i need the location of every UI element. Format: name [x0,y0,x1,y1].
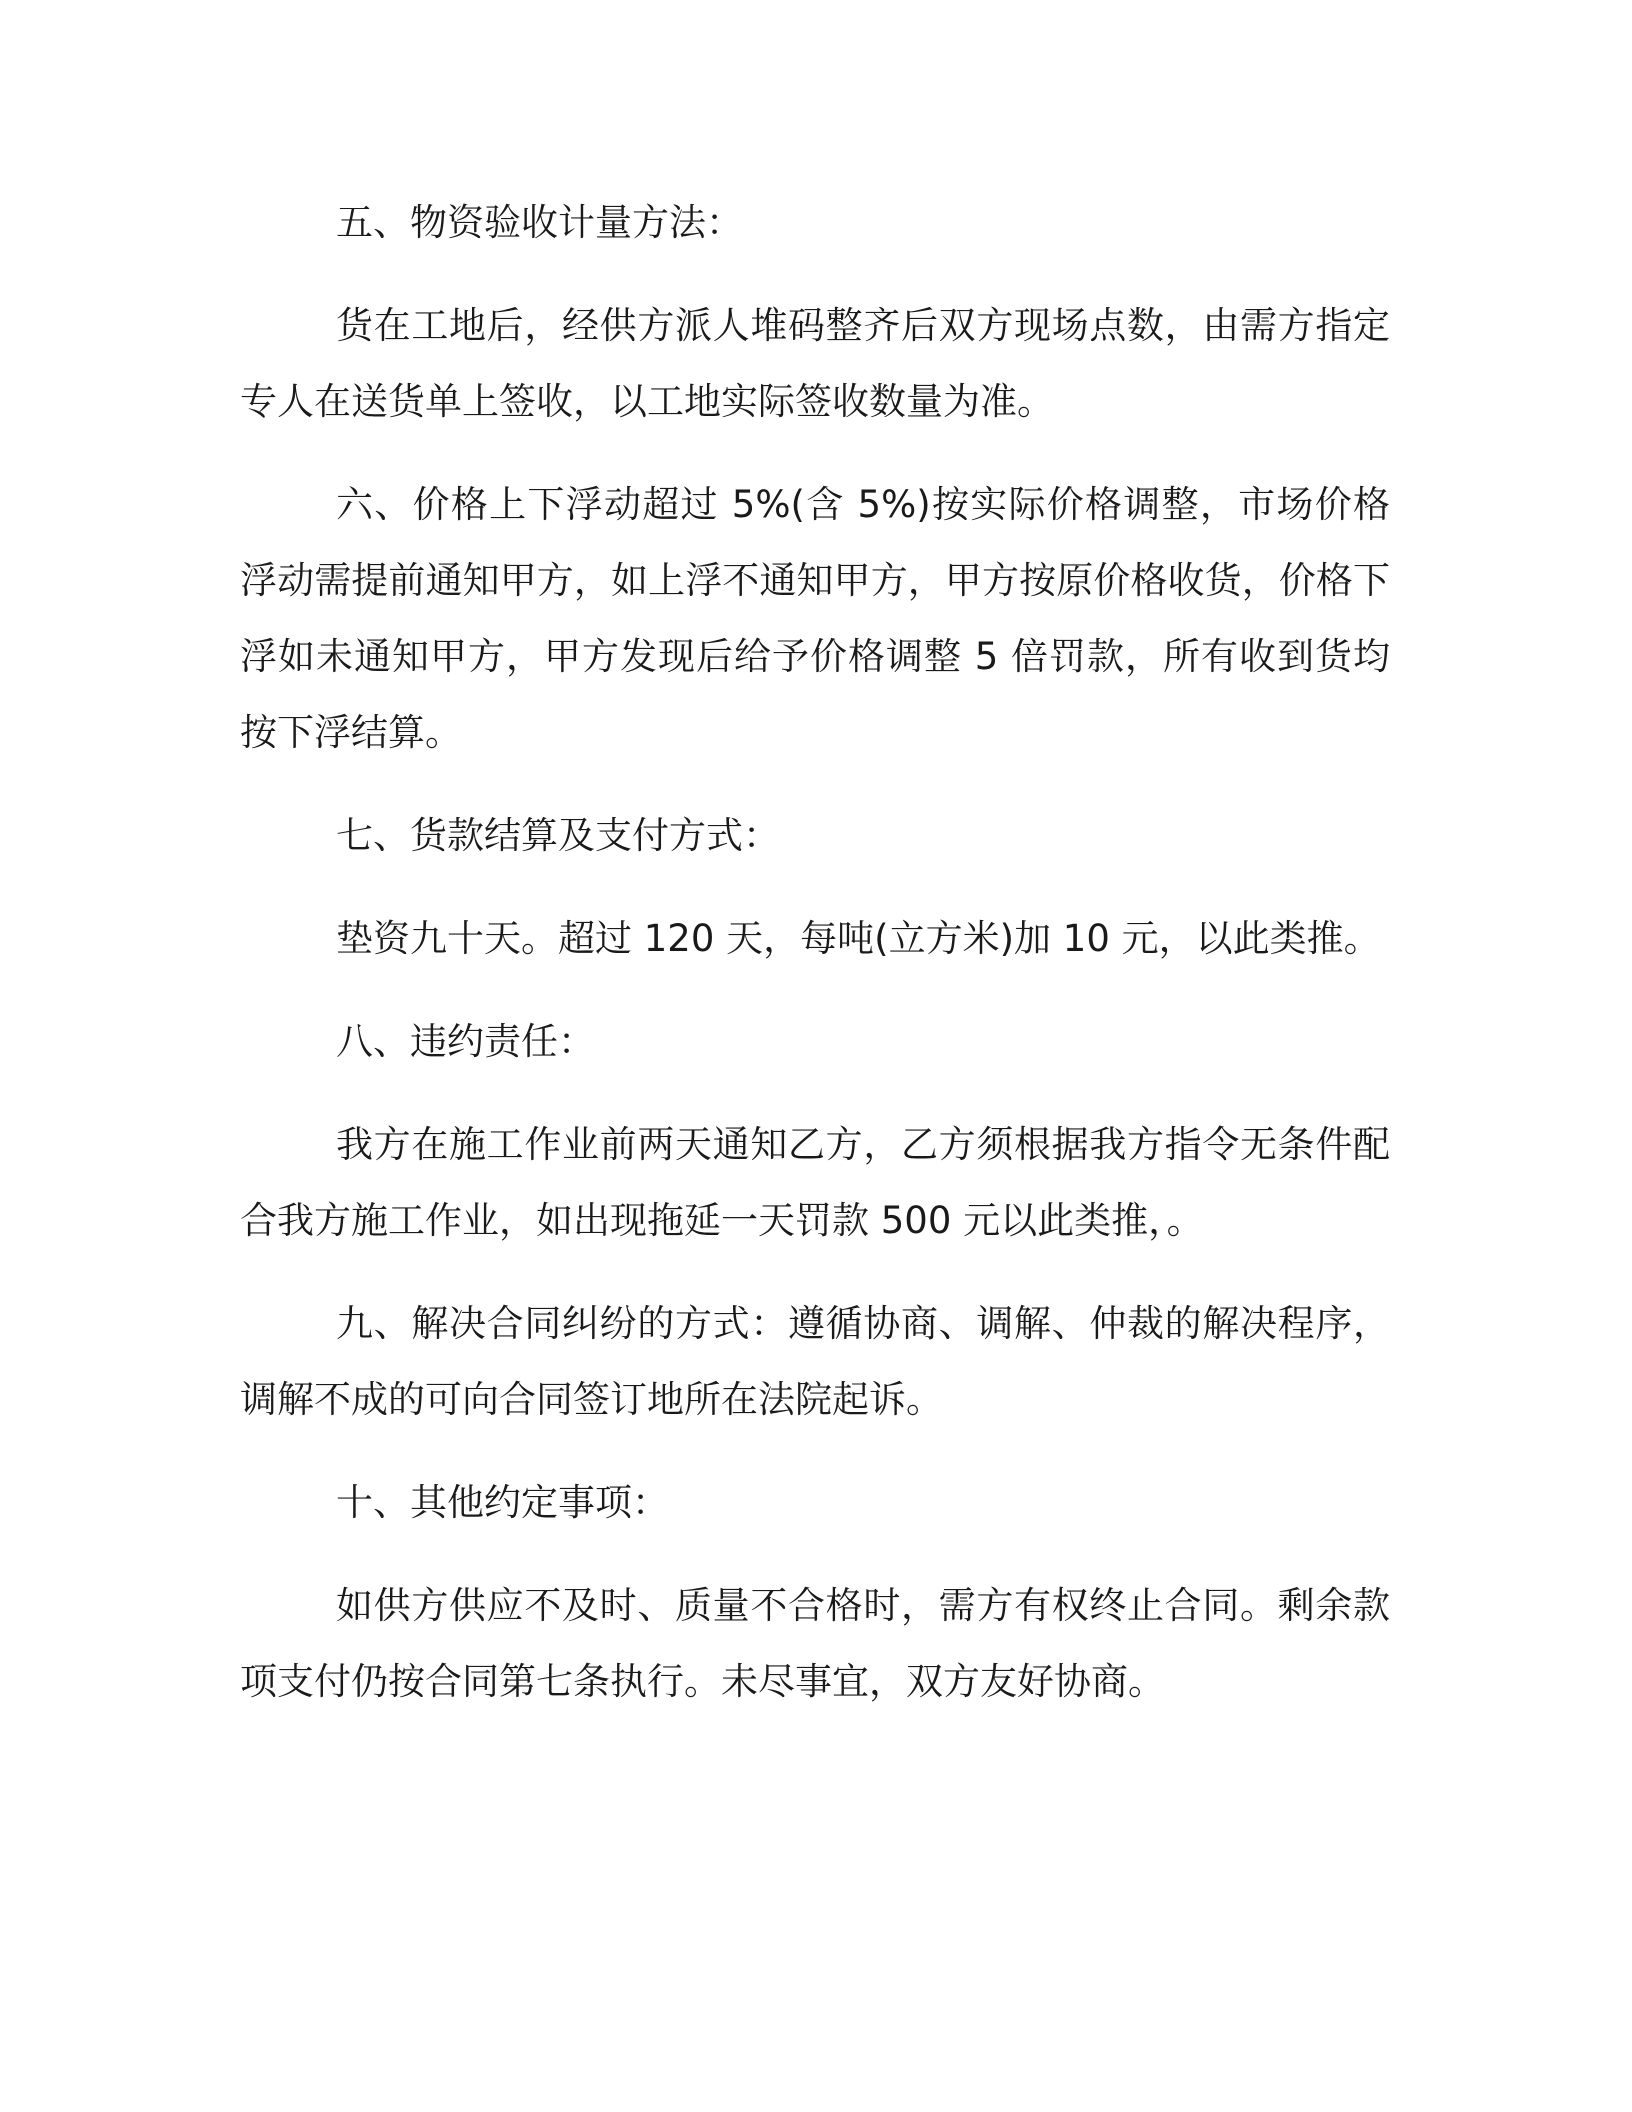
section-5-paragraph: 货在工地后，经供方派人堆码整齐后双方现场点数，由需方指定专人在送货单上签收，以工地实际签收数量为准。 [240,304,1390,423]
section-7-heading: 七、货款结算及支付方式： [336,814,780,857]
section-5-heading: 五、物资验收计量方法： [336,201,743,244]
section-8-paragraph: 我方在施工作业前两天通知乙方，乙方须根据我方指令无条件配合我方施工作业，如出现拖延一天罚款 500 元以此类推，。 [240,1123,1390,1242]
section-7-paragraph: 垫资九十天。超过 120 天，每吨(立方米)加 10 元，以此类推。 [336,917,1381,960]
section-9-paragraph: 九、解决合同纠纷的方式：遵循协商、调解、仲裁的解决程序，调解不成的可向合同签订地所在法院起诉。 [240,1302,1390,1421]
section-10-paragraph: 如供方供应不及时、质量不合格时，需方有权终止合同。剩余款项支付仍按合同第七条执行。未尽事宜，双方友好协商。 [240,1584,1390,1703]
section-10-heading: 十、其他约定事项： [336,1481,669,1524]
section-6-paragraph: 六、价格上下浮动超过 5%(含 5%)按实际价格调整，市场价格浮动需提前通知甲方，如上浮不通知甲方，甲方按原价格收货，价格下浮如未通知甲方，甲方发现后给予价格调整 5 倍罚款，所有收到货均按下浮结算。 [240,483,1390,754]
document-body [240,185,1390,1747]
section-8-heading: 八、违约责任： [336,1020,595,1063]
